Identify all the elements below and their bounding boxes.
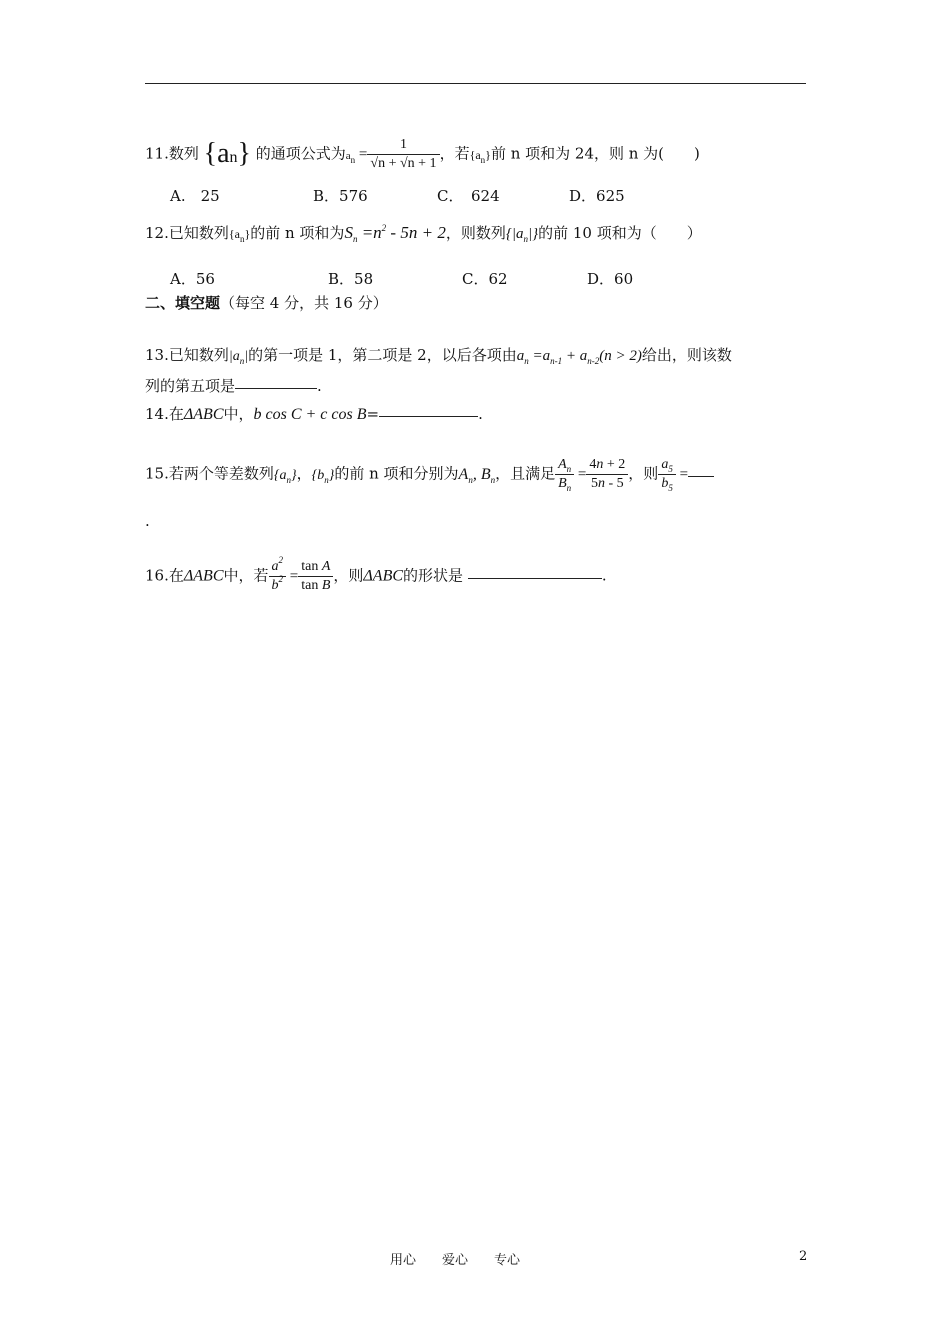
formula-ratio-expression: $\frac{4n + 2}{5n - 5}$ — [586, 456, 628, 493]
formula-sequence-an: {an} — [203, 137, 251, 169]
question-16: 16.在ΔABC中，若 $\frac{a^2}{b^2}$ = $\frac{\text{tan A}}{\text{tan B}}$ ，则ΔABC的形状是 . — [145, 555, 607, 593]
section-note: （每空 4 分，共 16 分） — [220, 294, 388, 312]
question-text: 列的第五项是 — [145, 377, 236, 395]
question-text: 已知数列 — [168, 224, 229, 242]
formula-set-bn: $\{b_n\}$ — [311, 467, 335, 485]
question-number: 15. — [145, 464, 169, 483]
answer-blank[interactable] — [235, 387, 317, 389]
formula-an-bn: $A_n$, $B_n$ — [458, 465, 496, 485]
section-heading — [145, 293, 388, 313]
formula-set-an: $\{a_n\}$ — [273, 467, 297, 485]
formula-triangle-abc: ΔABC — [183, 406, 224, 423]
question-text: ，则 — [333, 566, 364, 585]
option-b: B．58 — [328, 270, 374, 288]
question-text: 已知数列 — [168, 346, 229, 364]
question-number: 12. — [145, 224, 169, 242]
formula-abs-an: $|a_n|$ — [228, 349, 249, 366]
answer-blank[interactable] — [688, 475, 714, 477]
question-number: 11. — [145, 144, 169, 163]
question-text: ，则数列 — [445, 224, 506, 242]
formula-a2-b2: $\frac{a^2}{b^2}$ — [269, 558, 287, 595]
formula-set-an: $\{a_n\}$ — [469, 147, 491, 165]
option-a: A．56 — [170, 270, 215, 288]
question-text: 的前 n 项和分别为 — [334, 464, 459, 483]
formula-bcosc-ccosb: b cos C + c cos B — [253, 406, 367, 423]
formula-fraction: $\frac{1}{√n + √n + 1}$ — [367, 136, 439, 173]
question-text: 若两个等差数列 — [168, 464, 274, 483]
question-text: . — [601, 566, 607, 585]
question-text: 数列 — [168, 144, 199, 163]
page-number: 2 — [799, 1249, 808, 1264]
option-c: C． 624 — [437, 187, 500, 205]
question-text: 给出，则该数 — [641, 346, 732, 364]
question-text: 的通项公式为 — [255, 144, 346, 163]
question-number: 13. — [145, 346, 169, 364]
question-text: = — [366, 405, 380, 423]
question-text: 在 — [168, 405, 184, 423]
formula-ratio-an-bn: $\frac{A_n}{B_n}$ — [555, 456, 574, 493]
formula-ratio-a5-b5: $\frac{a_5}{b_5}$ — [658, 456, 676, 493]
question-text: 的前 n 项和为 — [250, 224, 345, 242]
header-rule — [145, 83, 806, 84]
formula-triangle-abc: ΔABC — [363, 567, 404, 585]
question-number: 14. — [145, 405, 169, 423]
section-title: 二、填空题 — [145, 294, 221, 312]
option-c: C．62 — [462, 270, 508, 288]
option-d: D．625 — [569, 187, 625, 205]
footer-motto: 用心 爱心 专心 — [390, 1253, 521, 1268]
formula-an: $a_n$ — [345, 149, 356, 165]
question-text: ，若 — [439, 144, 470, 163]
question-text: 的形状是 — [403, 566, 464, 585]
question-text: 前 n 项和为 24，则 n 为( ) — [490, 144, 700, 163]
question-text: 在 — [168, 566, 184, 585]
question-number: 16. — [145, 566, 169, 585]
option-b: B．576 — [313, 187, 368, 205]
question-text: ， — [296, 464, 312, 483]
question-13 — [145, 345, 732, 367]
question-text: . — [478, 405, 483, 423]
question-13-cont — [145, 376, 322, 396]
option-a: A. 25 — [170, 187, 220, 205]
question-15: 15.若两个等差数列$\{a_n\}$，$\{b_n\}$的前 n 项和分别为$A_n$, $B_n$，且满足 $\frac{A_n}{B_n}$ = $\frac{4n + 2}{5n - 5}$ ，则 $\frac{a_5}{b_5}$ = — [145, 456, 714, 493]
formula-set-an: $\{a_n\}$ — [228, 227, 251, 244]
question-text: ，且满足 — [495, 464, 556, 483]
question-15-end: . — [145, 512, 150, 530]
formula-sn: $S_n =n^2 - 5n + 2$ — [344, 223, 446, 244]
question-text: ，则 — [628, 464, 659, 483]
formula-tana-tanb: $\frac{\text{tan A}}{\text{tan B}}$ — [298, 558, 333, 595]
formula-abs-an: $\{|a_n|\}$ — [505, 226, 539, 244]
question-text: 中， — [223, 405, 254, 423]
question-14 — [145, 404, 483, 425]
question-12 — [145, 223, 702, 245]
question-text: . — [317, 377, 322, 395]
question-text: 的第一项是 1，第二项是 2，以后各项由 — [248, 346, 517, 364]
question-text: 的前 10 项和为（ ） — [538, 224, 702, 242]
question-11: 11.数列 {an} 的通项公式为$a_n$ = $\frac{1}{√n + √n + 1}$ ，若$\{a_n\}$前 n 项和为 24，则 n 为( ) — [145, 137, 700, 171]
question-text: 中，若 — [223, 566, 269, 585]
answer-blank[interactable] — [468, 577, 602, 579]
answer-blank[interactable] — [379, 415, 478, 417]
formula-recurrence: $a_n =a_{n-1} + a_{n-2}(n > 2)$ — [516, 348, 642, 366]
formula-triangle-abc: ΔABC — [183, 567, 224, 585]
option-d: D．60 — [587, 270, 634, 288]
